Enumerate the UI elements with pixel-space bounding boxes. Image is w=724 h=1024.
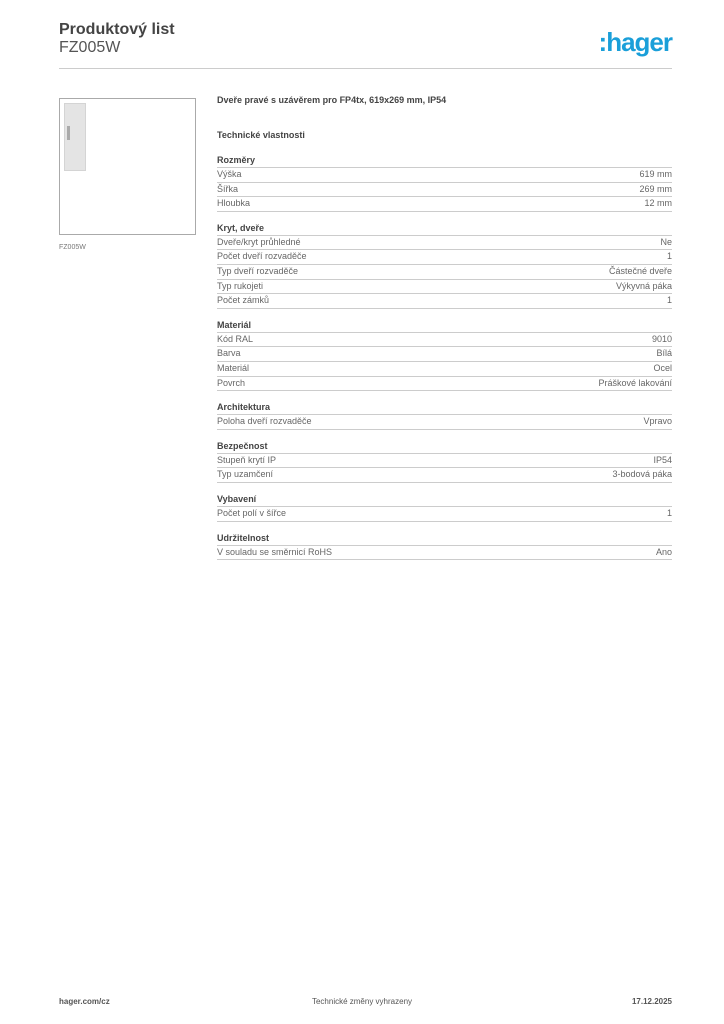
- spec-label: Počet zámků: [217, 295, 270, 306]
- footer-website-link[interactable]: hager.com/cz: [59, 997, 110, 1006]
- spec-area: [217, 95, 672, 560]
- spec-label: Výška: [217, 169, 242, 179]
- spec-value: Ano: [655, 546, 672, 557]
- footer-date: 17.12.2025: [631, 997, 672, 1006]
- handle-illustration: [67, 126, 70, 140]
- spec-row: [217, 347, 672, 362]
- section-heading: Architektura: [217, 401, 672, 415]
- spec-label: Barva: [217, 348, 241, 359]
- spec-section: [217, 440, 672, 483]
- section-heading: Rozměry: [217, 154, 672, 168]
- hager-logo: :hager: [598, 27, 672, 57]
- spec-value: Výkyvná páka: [615, 280, 672, 291]
- spec-row: [217, 236, 672, 251]
- spec-value: Částečné dveře: [608, 265, 672, 276]
- spec-row: [217, 415, 672, 430]
- spec-value: 1: [666, 251, 672, 262]
- spec-value: 1: [666, 295, 672, 306]
- spec-row: [217, 333, 672, 348]
- image-caption: FZ005W: [59, 244, 86, 251]
- spec-section: [217, 319, 672, 391]
- spec-value: 1: [666, 507, 672, 518]
- spec-row: [217, 546, 672, 561]
- product-image: [59, 98, 196, 235]
- spec-label: Typ rukojeti: [217, 280, 264, 291]
- spec-section: [217, 493, 672, 522]
- page-title: Produktový list: [59, 21, 175, 38]
- spec-label: Typ uzamčení: [217, 469, 274, 480]
- spec-value: 3-bodová páka: [612, 469, 672, 480]
- section-heading: Vybavení: [217, 493, 672, 507]
- section-heading: Kryt, dveře: [217, 222, 672, 236]
- spec-label: Stupeň krytí IP: [217, 454, 277, 465]
- spec-section: [217, 222, 672, 309]
- spec-label: Kód RAL: [217, 333, 254, 344]
- spec-section: [217, 401, 672, 430]
- spec-value: Bílá: [656, 348, 672, 359]
- section-heading: Materiál: [217, 319, 672, 333]
- spec-value: IP54: [653, 454, 672, 465]
- product-code: FZ005W: [59, 39, 121, 56]
- spec-row: [217, 362, 672, 377]
- spec-row: [217, 280, 672, 295]
- spec-label: Šířka: [217, 183, 239, 194]
- spec-row: [217, 507, 672, 522]
- spec-section: [217, 154, 672, 212]
- spec-label: Poloha dveří rozvaděče: [217, 416, 312, 427]
- spec-label: Povrch: [217, 377, 246, 388]
- spec-label: Dveře/kryt průhledné: [217, 236, 301, 247]
- spec-row: [217, 265, 672, 280]
- spec-section: [217, 532, 672, 561]
- product-description: Dveře pravé s uzávěrem pro FP4tx, 619x269 mm, IP54: [217, 95, 447, 105]
- spec-row: [217, 168, 672, 183]
- tech-title: Technické vlastnosti: [217, 130, 305, 140]
- spec-label: Typ dveří rozvaděče: [217, 265, 299, 276]
- spec-label: Hloubka: [217, 198, 251, 209]
- door-illustration: [64, 103, 86, 171]
- spec-value: Vpravo: [643, 416, 672, 427]
- spec-row: [217, 377, 672, 392]
- spec-row: [217, 197, 672, 212]
- spec-row: [217, 250, 672, 265]
- spec-value: 12 mm: [644, 198, 672, 209]
- spec-value: 9010: [651, 333, 672, 344]
- spec-label: Materiál: [217, 362, 250, 373]
- spec-value: 269 mm: [639, 183, 672, 194]
- spec-row: [217, 294, 672, 309]
- spec-value: Ne: [660, 236, 672, 247]
- spec-label: Počet polí v šířce: [217, 507, 287, 518]
- spec-label: Počet dveří rozvaděče: [217, 251, 307, 262]
- spec-label: V souladu se směrnicí RoHS: [217, 546, 333, 557]
- section-heading: Bezpečnost: [217, 440, 672, 454]
- spec-row: [217, 454, 672, 469]
- footer-note: Technické změny vyhrazeny: [311, 997, 413, 1006]
- spec-value: Ocel: [653, 362, 672, 373]
- section-heading: Udržitelnost: [217, 532, 672, 546]
- spec-row: [217, 183, 672, 198]
- spec-row: [217, 468, 672, 483]
- spec-value: 619 mm: [639, 169, 672, 179]
- spec-value: Práškové lakování: [598, 377, 672, 388]
- divider: [59, 68, 672, 69]
